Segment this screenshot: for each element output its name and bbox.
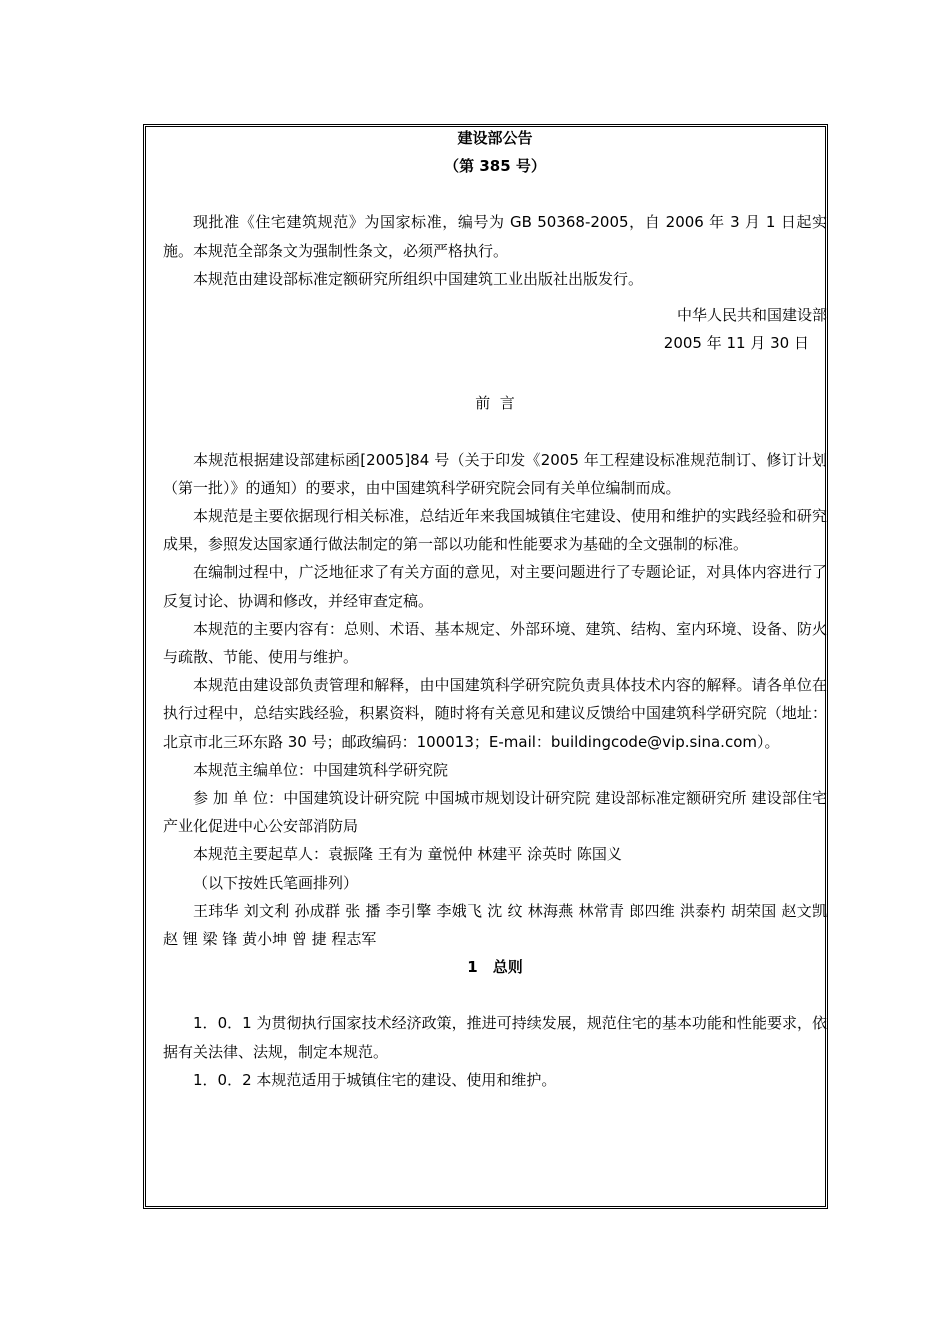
announcement-paragraph: 现批准《住宅建筑规范》为国家标准，编号为 GB 50368-2005，自 2006 年 3 月 1 日起实施。本规范全部条文为强制性条文，必须严格执行。	[163, 213, 827, 260]
preface-paragraph: 本规范的主要内容有：总则、术语、基本规定、外部环境、建筑、结构、室内环境、设备、防火与疏散、节能、使用与维护。	[163, 619, 827, 667]
chief-editor-unit: 本规范主编单位：中国建筑科学研究院	[193, 760, 449, 779]
announcement-title: 建设部公告	[457, 129, 533, 147]
preface-title: 前 言	[475, 394, 515, 413]
issue-date: 2005 年 11 月 30 日	[663, 334, 809, 353]
preface-paragraph: 在编制过程中，广泛地征求了有关方面的意见，对主要问题进行了专题论证，对具体内容进行了反复讨论、协调和修改，并经审查定稿。	[163, 563, 827, 610]
clause: 1．0．2 本规范适用于城镇住宅的建设、使用和维护。	[193, 1070, 557, 1089]
issuer: 中华人民共和国建设部	[676, 306, 827, 325]
ordering-note: （以下按姓氏笔画排列）	[193, 873, 359, 892]
document-body	[163, 124, 827, 1094]
other-drafters: 王玮华 刘文利 孙成群 张 播 李引擎 李娥飞 沈 纹 林海燕 林常青 郎四维 洪泰杓 胡荣国 赵文凯 赵 锂 梁 锋 黄小坤 曾 捷 程志军	[163, 901, 827, 949]
chapter-title: 1 总则	[467, 958, 523, 977]
preface-paragraph: 本规范根据建设部建标函[2005]84 号（关于印发《2005 年工程建设标准规范制订、修订计划（第一批）》的通知）的要求，由中国建筑科学研究院会同有关单位编制而成。	[163, 450, 827, 497]
announcement-number: （第 385 号）	[444, 157, 546, 176]
announcement-paragraph: 本规范由建设部标准定额研究所组织中国建筑工业出版社出版发行。	[193, 269, 644, 288]
preface-paragraph: 本规范由建设部负责管理和解释，由中国建筑科学研究院负责具体技术内容的解释。请各单位在执行过程中，总结实践经验，积累资料，随时将有关意见和建议反馈给中国建筑科学研究院（地址：北京市北三环东路 30 号；邮政编码：100013；E-mail：buildingcode@vip.sina.com）。	[163, 676, 827, 751]
main-drafters: 本规范主要起草人：袁振隆 王有为 童悦仲 林建平 涂英时 陈国义	[193, 845, 622, 864]
preface-paragraph: 本规范是主要依据现行相关标准，总结近年来我国城镇住宅建设、使用和维护的实践经验和研究成果，参照发达国家通行做法制定的第一部以功能和性能要求为基础的全文强制的标准。	[163, 507, 827, 554]
clause: 1．0．1 为贯彻执行国家技术经济政策，推进可持续发展，规范住宅的基本功能和性能要求，依据有关法律、法规，制定本规范。	[163, 1014, 827, 1061]
participating-units: 参 加 单 位：中国建筑设计研究院 中国城市规划设计研究院 建设部标准定额研究所 建设部住宅产业化促进中心公安部消防局	[163, 789, 827, 836]
